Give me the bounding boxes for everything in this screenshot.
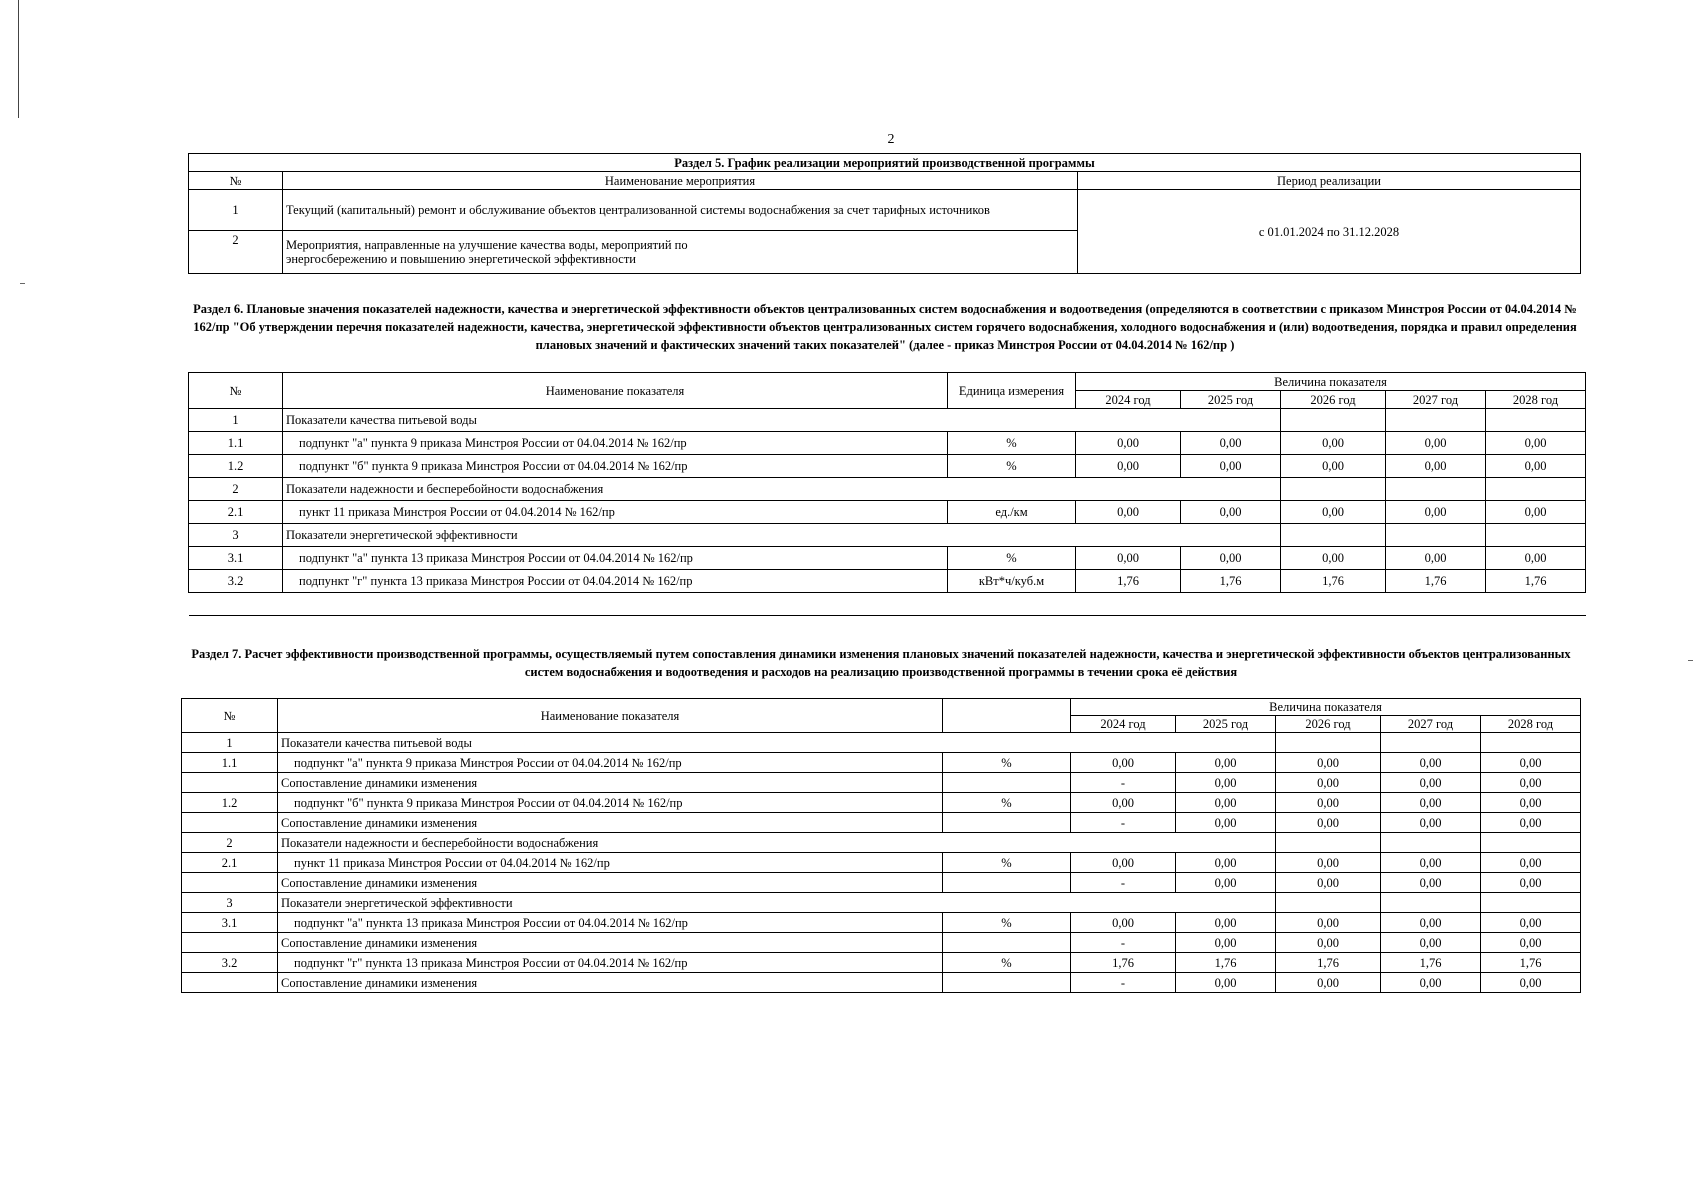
- table-row: [182, 793, 1581, 813]
- dynamics-cell: 0,00: [1276, 933, 1381, 953]
- table-row: [182, 813, 1581, 833]
- value-cell: 0,00: [1076, 547, 1181, 570]
- row-number: 1.2: [182, 793, 278, 813]
- group-name: Показатели качества питьевой воды: [278, 733, 1276, 753]
- value-cell: 0,00: [1381, 793, 1481, 813]
- table-row: [182, 833, 1581, 853]
- value-cell: 0,00: [1486, 432, 1586, 455]
- value-cell: 0,00: [1181, 455, 1281, 478]
- col-period-header: Период реализации: [1078, 172, 1581, 190]
- table-row: [182, 953, 1581, 973]
- dynamics-cell: 0,00: [1481, 773, 1581, 793]
- col-value-header: Величина показателя: [1071, 699, 1581, 716]
- scan-artifact-line: [18, 0, 19, 118]
- col-name-header: Наименование показателя: [278, 699, 943, 733]
- dynamics-cell: 0,00: [1381, 813, 1481, 833]
- value-cell: 0,00: [1276, 793, 1381, 813]
- row-number: 2.1: [182, 853, 278, 873]
- row-number: [182, 973, 278, 993]
- value-cell: 0,00: [1386, 547, 1486, 570]
- period-value: с 01.01.2024 по 31.12.2028: [1078, 190, 1581, 274]
- dynamics-cell: 0,00: [1481, 973, 1581, 993]
- value-cell: 0,00: [1071, 853, 1176, 873]
- year-header: 2025 год: [1181, 391, 1281, 409]
- table-row: [189, 570, 1586, 593]
- value-cell: 1,76: [1281, 570, 1386, 593]
- value-cell: 0,00: [1381, 853, 1481, 873]
- spacer-row: [189, 593, 1586, 616]
- table-row: [182, 753, 1581, 773]
- unit-cell: %: [948, 547, 1076, 570]
- unit-cell: [943, 773, 1071, 793]
- value-cell: 0,00: [1176, 853, 1276, 873]
- value-cell: 0,00: [1281, 432, 1386, 455]
- row-number: 1.1: [189, 432, 283, 455]
- unit-cell: %: [943, 853, 1071, 873]
- unit-cell: %: [943, 953, 1071, 973]
- dynamics-cell: -: [1071, 813, 1176, 833]
- year-header: 2027 год: [1386, 391, 1486, 409]
- row-number: 1: [189, 190, 283, 231]
- value-cell: 1,76: [1481, 953, 1581, 973]
- value-cell: 1,76: [1276, 953, 1381, 973]
- dynamics-cell: 0,00: [1481, 933, 1581, 953]
- row-number: 2: [189, 478, 283, 501]
- section5-title: Раздел 5. График реализации мероприятий производственной программы: [189, 154, 1581, 172]
- row-number: 1: [189, 409, 283, 432]
- value-cell: 1,76: [1381, 953, 1481, 973]
- scan-artifact-tick: [20, 283, 25, 284]
- unit-cell: %: [948, 455, 1076, 478]
- value-cell: 0,00: [1481, 913, 1581, 933]
- dynamics-cell: 0,00: [1176, 933, 1276, 953]
- comparison-label: Сопоставление динамики изменения: [278, 973, 943, 993]
- dynamics-cell: -: [1071, 933, 1176, 953]
- table-row: [189, 409, 1586, 432]
- col-value-header: Величина показателя: [1076, 373, 1586, 391]
- col-name-header: Наименование показателя: [283, 373, 948, 409]
- value-cell: 0,00: [1176, 793, 1276, 813]
- row-number: 3.1: [189, 547, 283, 570]
- year-header: 2024 год: [1076, 391, 1181, 409]
- value-cell: 0,00: [1481, 853, 1581, 873]
- value-cell: 0,00: [1486, 547, 1586, 570]
- year-header: 2028 год: [1481, 716, 1581, 733]
- table-row: [182, 933, 1581, 953]
- group-name: Показатели качества питьевой воды: [283, 409, 1281, 432]
- unit-cell: [943, 973, 1071, 993]
- dynamics-cell: 0,00: [1176, 773, 1276, 793]
- dynamics-cell: 0,00: [1481, 873, 1581, 893]
- value-cell: 0,00: [1071, 793, 1176, 813]
- scan-artifact-tick: [1688, 660, 1693, 661]
- value-cell: 0,00: [1281, 547, 1386, 570]
- unit-cell: ед./км: [948, 501, 1076, 524]
- value-cell: 1,76: [1486, 570, 1586, 593]
- row-number: [182, 873, 278, 893]
- value-cell: 0,00: [1071, 753, 1176, 773]
- section7-table: [181, 698, 1581, 993]
- row-number: 3: [189, 524, 283, 547]
- row-number: 2.1: [189, 501, 283, 524]
- comparison-label: Сопоставление динамики изменения: [278, 933, 943, 953]
- year-header: 2026 год: [1276, 716, 1381, 733]
- table-row: [189, 455, 1586, 478]
- unit-cell: %: [943, 793, 1071, 813]
- table-row: [182, 873, 1581, 893]
- indicator-name: подпункт "а" пункта 13 приказа Минстроя России от 04.04.2014 № 162/пр: [283, 547, 948, 570]
- value-cell: 0,00: [1486, 501, 1586, 524]
- indicator-name: пункт 11 приказа Минстроя России от 04.04.2014 № 162/пр: [278, 853, 943, 873]
- unit-cell: кВт*ч/куб.м: [948, 570, 1076, 593]
- row-number: 2: [189, 231, 283, 274]
- value-cell: 0,00: [1481, 793, 1581, 813]
- value-cell: 0,00: [1281, 455, 1386, 478]
- group-name: Показатели надежности и бесперебойности водоснабжения: [278, 833, 1276, 853]
- indicator-name: подпункт "а" пункта 9 приказа Минстроя России от 04.04.2014 № 162/пр: [283, 432, 948, 455]
- unit-cell: [943, 813, 1071, 833]
- value-cell: 0,00: [1276, 913, 1381, 933]
- indicator-name: подпункт "б" пункта 9 приказа Минстроя России от 04.04.2014 № 162/пр: [278, 793, 943, 813]
- value-cell: 1,76: [1386, 570, 1486, 593]
- dynamics-cell: -: [1071, 973, 1176, 993]
- row-number: [182, 933, 278, 953]
- value-cell: 0,00: [1181, 501, 1281, 524]
- row-number: 3: [182, 893, 278, 913]
- dynamics-cell: 0,00: [1176, 973, 1276, 993]
- row-number: [182, 773, 278, 793]
- row-number: 1.2: [189, 455, 283, 478]
- value-cell: 0,00: [1076, 432, 1181, 455]
- col-no-header: №: [182, 699, 278, 733]
- table-row: [189, 432, 1586, 455]
- dynamics-cell: 0,00: [1481, 813, 1581, 833]
- col-unit-header: Единица измерения: [948, 373, 1076, 409]
- year-header: 2028 год: [1486, 391, 1586, 409]
- group-name: Показатели энергетической эффективности: [278, 893, 1276, 913]
- row-number: 2: [182, 833, 278, 853]
- comparison-label: Сопоставление динамики изменения: [278, 813, 943, 833]
- dynamics-cell: 0,00: [1276, 873, 1381, 893]
- table-row: [182, 973, 1581, 993]
- table-row: [182, 733, 1581, 753]
- dynamics-cell: 0,00: [1381, 873, 1481, 893]
- col-unit-header: [943, 699, 1071, 733]
- section7-title: Раздел 7. Расчет эффективности производственной программы, осуществляемый путем сопоставления динамики изменения плановых значений показателей надежности, качества и энергетической эффективности объектов централизованных систем водоснабжения и водоотведения и расходов на реализацию производственной программы в течении срока её действия: [191, 647, 1571, 679]
- value-cell: 0,00: [1486, 455, 1586, 478]
- col-no-header: №: [189, 172, 283, 190]
- indicator-name: пункт 11 приказа Минстроя России от 04.04.2014 № 162/пр: [283, 501, 948, 524]
- unit-cell: %: [948, 432, 1076, 455]
- dynamics-cell: 0,00: [1276, 773, 1381, 793]
- comparison-label: Сопоставление динамики изменения: [278, 873, 943, 893]
- row-number: [182, 813, 278, 833]
- dynamics-cell: -: [1071, 873, 1176, 893]
- indicator-name: подпункт "а" пункта 13 приказа Минстроя России от 04.04.2014 № 162/пр: [278, 913, 943, 933]
- year-header: 2026 год: [1281, 391, 1386, 409]
- dynamics-cell: 0,00: [1381, 933, 1481, 953]
- row-number: 3.2: [182, 953, 278, 973]
- value-cell: 0,00: [1386, 455, 1486, 478]
- value-cell: 0,00: [1176, 913, 1276, 933]
- value-cell: 1,76: [1076, 570, 1181, 593]
- table-row: [182, 893, 1581, 913]
- group-name: Показатели энергетической эффективности: [283, 524, 1281, 547]
- page-number: 2: [887, 132, 895, 147]
- table-row: [182, 853, 1581, 873]
- row-number: 1.1: [182, 753, 278, 773]
- value-cell: 0,00: [1281, 501, 1386, 524]
- section6-table: [188, 372, 1586, 616]
- dynamics-cell: 0,00: [1381, 773, 1481, 793]
- value-cell: 0,00: [1276, 853, 1381, 873]
- indicator-name: подпункт "г" пункта 13 приказа Минстроя России от 04.04.2014 № 162/пр: [283, 570, 948, 593]
- section6-title: Раздел 6. Плановые значения показателей надежности, качества и энергетической эффективности объектов централизованных систем водоснабжения и водоотведения (определяются в соответствии с приказом Минстроя России от 04.04.2014 № 162/пр "Об утверждении перечня показателей надежности, качества, энергетической эффективности объектов централизованных систем горячего водоснабжения, холодного водоснабжения и (или) водоотведения, порядка и правил определения плановых значений и фактических значений таких показателей" (далее - приказ Минстроя России от 04.04.2014 № 162/пр ): [193, 302, 1577, 352]
- year-header: 2027 год: [1381, 716, 1481, 733]
- table-row: [182, 913, 1581, 933]
- table-row: [189, 478, 1586, 501]
- comparison-label: Сопоставление динамики изменения: [278, 773, 943, 793]
- unit-cell: %: [943, 753, 1071, 773]
- value-cell: 0,00: [1076, 455, 1181, 478]
- section5-table: [188, 153, 1581, 274]
- value-cell: 0,00: [1181, 547, 1281, 570]
- value-cell: 1,76: [1176, 953, 1276, 973]
- indicator-name: подпункт "б" пункта 9 приказа Минстроя России от 04.04.2014 № 162/пр: [283, 455, 948, 478]
- value-cell: 1,76: [1071, 953, 1176, 973]
- value-cell: 0,00: [1076, 501, 1181, 524]
- value-cell: 0,00: [1386, 432, 1486, 455]
- activity-name: Текущий (капитальный) ремонт и обслуживание объектов централизованной системы водоснабжения за счет тарифных источников: [283, 190, 1078, 231]
- col-no-header: №: [189, 373, 283, 409]
- value-cell: 0,00: [1481, 753, 1581, 773]
- col-name-header: Наименование мероприятия: [283, 172, 1078, 190]
- unit-cell: [943, 933, 1071, 953]
- value-cell: 0,00: [1176, 753, 1276, 773]
- table-row: [189, 524, 1586, 547]
- indicator-name: подпункт "а" пункта 9 приказа Минстроя России от 04.04.2014 № 162/пр: [278, 753, 943, 773]
- row-number: 3.2: [189, 570, 283, 593]
- table-row: [189, 501, 1586, 524]
- value-cell: 0,00: [1381, 753, 1481, 773]
- dynamics-cell: 0,00: [1176, 873, 1276, 893]
- value-cell: 0,00: [1276, 753, 1381, 773]
- unit-cell: %: [943, 913, 1071, 933]
- value-cell: 0,00: [1386, 501, 1486, 524]
- dynamics-cell: 0,00: [1276, 973, 1381, 993]
- dynamics-cell: -: [1071, 773, 1176, 793]
- dynamics-cell: 0,00: [1176, 813, 1276, 833]
- year-header: 2025 год: [1176, 716, 1276, 733]
- group-name: Показатели надежности и бесперебойности водоснабжения: [283, 478, 1281, 501]
- dynamics-cell: 0,00: [1381, 973, 1481, 993]
- value-cell: 0,00: [1071, 913, 1176, 933]
- table-row: [189, 547, 1586, 570]
- value-cell: 0,00: [1181, 432, 1281, 455]
- row-number: 1: [182, 733, 278, 753]
- unit-cell: [943, 873, 1071, 893]
- table-row: [182, 773, 1581, 793]
- value-cell: 0,00: [1381, 913, 1481, 933]
- indicator-name: подпункт "г" пункта 13 приказа Минстроя России от 04.04.2014 № 162/пр: [278, 953, 943, 973]
- value-cell: 1,76: [1181, 570, 1281, 593]
- row-number: 3.1: [182, 913, 278, 933]
- dynamics-cell: 0,00: [1276, 813, 1381, 833]
- activity-name: Мероприятия, направленные на улучшение качества воды, мероприятий по энергосбережению и повышению энергетической эффективности: [283, 231, 1078, 274]
- year-header: 2024 год: [1071, 716, 1176, 733]
